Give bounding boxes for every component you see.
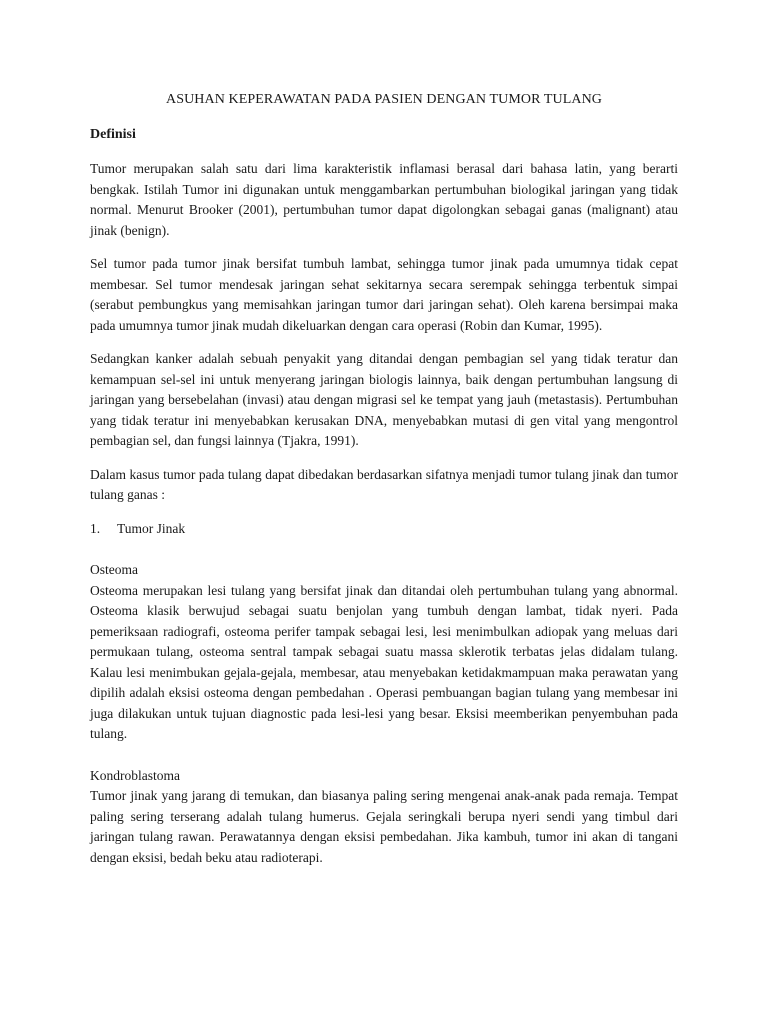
list-label: Tumor Jinak (117, 520, 186, 536)
list-item-tumor-jinak (90, 519, 678, 540)
paragraph-kondroblastoma: Tumor jinak yang jarang di temukan, dan biasanya paling sering mengenai anak-anak pada remaja. Tempat paling sering terserang adalah tulang humerus. Gejala seringkali berupa nyeri sendi yang timbul dari jaringan tulang rawan. Perawatannya dengan eksisi pembedahan. Jika kambuh, tumor ini akan di tangani dengan eksisi, bedah beku atau radioterapi. (90, 788, 678, 865)
list-number: 1. (90, 520, 101, 536)
paragraph-2: Sel tumor pada tumor jinak bersifat tumbuh lambat, sehingga tumor jinak pada umumnya tidak cepat membesar. Sel tumor mendesak jaringan sehat sekitarnya secara serempak sehingga terbentuk simpai (serabut pembungkus yang memisahkan jaringan tumor dari jaringan sehat). Oleh karena bersimpai maka pada umumnya tumor jinak mudah dikeluarkan dengan cara operasi (Robin dan Kumar, 1995). (90, 256, 678, 333)
subheading-kondroblastoma: Kondroblastoma (90, 767, 180, 783)
paragraph-3: Sedangkan kanker adalah sebuah penyakit yang ditandai dengan pembagian sel yang tidak teratur dan kemampuan sel-sel ini untuk menyerang jaringan biologis lainnya, baik dengan pertumbuhan langsung di jaringan yang bersebelahan (invasi) atau dengan migrasi sel ke tempat yang jauh (metastasis). Pertumbuhan yang tidak teratur ini menyebabkan kerusakan DNA, menyebabkan mutasi di gen vital yang mengontrol pembagian sel, dan fungsi lainnya (Tjakra, 1991). (90, 351, 678, 448)
section-heading-definisi: Definisi (90, 126, 136, 142)
document-title: ASUHAN KEPERAWATAN PADA PASIEN DENGAN TUMOR TULANG (165, 92, 603, 107)
subheading-osteoma: Osteoma (90, 562, 138, 577)
paragraph-4: Dalam kasus tumor pada tulang dapat dibedakan berdasarkan sifatnya menjadi tumor tulang jinak dan tumor tulang ganas : (90, 466, 678, 502)
paragraph-osteoma: Osteoma merupakan lesi tulang yang bersifat jinak dan ditandai oleh pertumbuhan tulang yang abnormal. Osteoma klasik berwujud sebagai suatu benjolan yang tumbuh dengan lambat, tidak nyeri. Pada pemeriksaan radiografi, osteoma perifer tampak sebagai lesi, lesi menimbulkan adiopak yang meluas dari permukaan tulang, osteoma sentral tampak sebagai suatu massa sklerotik terbatas jelas didalam tulang. Kalau lesi menimbukan gejala-gejala, membesar, atau menyebakan ketidakmampuan maka perawatan yang dipilih adalah eksisi osteoma dengan pembedahan . Operasi pembuangan bagian tulang yang membesar ini juga dilakukan untuk tujuan diagnostic pada lesi-lesi yang besar. Eksisi meemberikan penyembuhan pada tulang. (90, 582, 678, 741)
paragraph-1: Tumor merupakan salah satu dari lima karakteristik inflamasi berasal dari bahasa latin, yang berarti bengkak. Istilah Tumor ini digunakan untuk menggambarkan pertumbuhan biologikal jaringan yang tidak normal. Menurut Brooker (2001), pertumbuhan tumor dapat digolongkan sebagai ganas (malignant) atau jinak (benign). (90, 161, 678, 238)
